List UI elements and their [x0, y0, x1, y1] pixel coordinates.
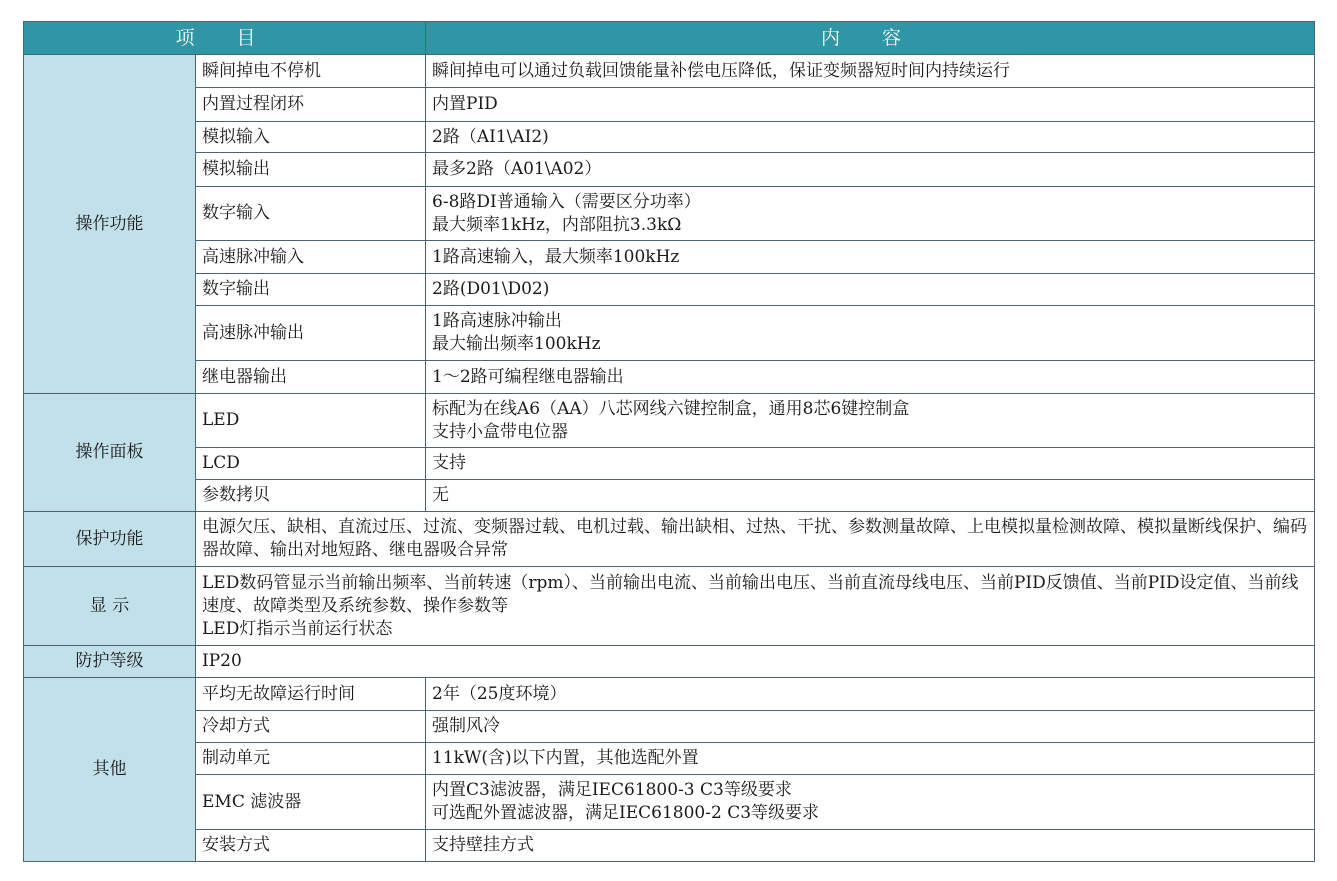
item-cell: 瞬间掉电不停机	[196, 55, 426, 88]
content-cell: 11kW(含)以下内置，其他选配外置	[426, 743, 1315, 775]
item-cell: 参数拷贝	[196, 480, 426, 512]
content-cell: 6-8路DI普通输入（需要区分功率） 最大频率1kHz，内部阻抗3.3kΩ	[426, 187, 1315, 241]
table-row	[24, 187, 1315, 241]
table-row	[24, 711, 1315, 743]
item-cell: 平均无故障运行时间	[196, 678, 426, 711]
item-cell: 高速脉冲输出	[196, 306, 426, 361]
category-ip-rating: 防护等级	[24, 646, 196, 678]
category-protection: 保护功能	[24, 512, 196, 567]
table-row	[24, 678, 1315, 711]
item-cell: 内置过程闭环	[196, 88, 426, 122]
item-cell: 模拟输入	[196, 122, 426, 153]
table-row	[24, 55, 1315, 88]
item-cell: 冷却方式	[196, 711, 426, 743]
table-row	[24, 743, 1315, 775]
table-row	[24, 361, 1315, 394]
category-panel: 操作面板	[24, 394, 196, 512]
table-row	[24, 512, 1315, 567]
content-cell: 1～2路可编程继电器输出	[426, 361, 1315, 394]
item-cell: LED	[196, 394, 426, 448]
item-cell: EMC 滤波器	[196, 775, 426, 830]
content-cell: 无	[426, 480, 1315, 512]
content-cell: 支持壁挂方式	[426, 830, 1315, 862]
header-row	[24, 22, 1315, 55]
table-row	[24, 567, 1315, 646]
category-operation: 操作功能	[24, 55, 196, 394]
category-other: 其他	[24, 678, 196, 862]
content-cell: 电源欠压、缺相、直流过压、过流、变频器过载、电机过载、输出缺相、过热、干扰、参数测量故障、上电模拟量检测故障、模拟量断线保护、编码器故障、输出对地短路、继电器吸合异常	[196, 512, 1315, 567]
item-cell: 继电器输出	[196, 361, 426, 394]
item-cell: 高速脉冲输入	[196, 241, 426, 274]
item-cell: 数字输出	[196, 274, 426, 306]
table-row	[24, 830, 1315, 862]
category-display: 显 示	[24, 567, 196, 646]
content-cell: 标配为在线A6（AA）八芯网线六键控制盒，通用8芯6键控制盒 支持小盒带电位器	[426, 394, 1315, 448]
header-item: 项 目	[24, 22, 426, 55]
content-cell: 强制风冷	[426, 711, 1315, 743]
table-row	[24, 394, 1315, 448]
header-content: 内 容	[426, 22, 1315, 55]
item-cell: 安装方式	[196, 830, 426, 862]
content-cell: IP20	[196, 646, 1315, 678]
content-cell: 瞬间掉电可以通过负载回馈能量补偿电压降低，保证变频器短时间内持续运行	[426, 55, 1315, 88]
content-cell: 内置PID	[426, 88, 1315, 122]
content-cell: 1路高速脉冲输出 最大输出频率100kHz	[426, 306, 1315, 361]
table-row	[24, 775, 1315, 830]
content-cell: 支持	[426, 448, 1315, 480]
content-cell: 2路(D01\D02)	[426, 274, 1315, 306]
item-cell: 模拟输出	[196, 153, 426, 187]
table-row	[24, 122, 1315, 153]
content-cell: 2年（25度环境）	[426, 678, 1315, 711]
content-cell: 最多2路（A01\A02）	[426, 153, 1315, 187]
table-row	[24, 480, 1315, 512]
spec-table	[23, 21, 1315, 862]
content-cell: LED数码管显示当前输出频率、当前转速（rpm）、当前输出电流、当前输出电压、当前直流母线电压、当前PID反馈值、当前PID设定值、当前线速度、故障类型及系统参数、操作参数等 LED灯指示当前运行状态	[196, 567, 1315, 646]
content-cell: 内置C3滤波器，满足IEC61800-3 C3等级要求 可选配外置滤波器，满足IEC61800-2 C3等级要求	[426, 775, 1315, 830]
item-cell: 数字输入	[196, 187, 426, 241]
table-row	[24, 88, 1315, 122]
table-row	[24, 274, 1315, 306]
content-cell: 1路高速输入，最大频率100kHz	[426, 241, 1315, 274]
item-cell: 制动单元	[196, 743, 426, 775]
table-row	[24, 241, 1315, 274]
table-row	[24, 306, 1315, 361]
item-cell: LCD	[196, 448, 426, 480]
table-row	[24, 646, 1315, 678]
table-row	[24, 448, 1315, 480]
content-cell: 2路（AI1\AI2)	[426, 122, 1315, 153]
table-row	[24, 153, 1315, 187]
